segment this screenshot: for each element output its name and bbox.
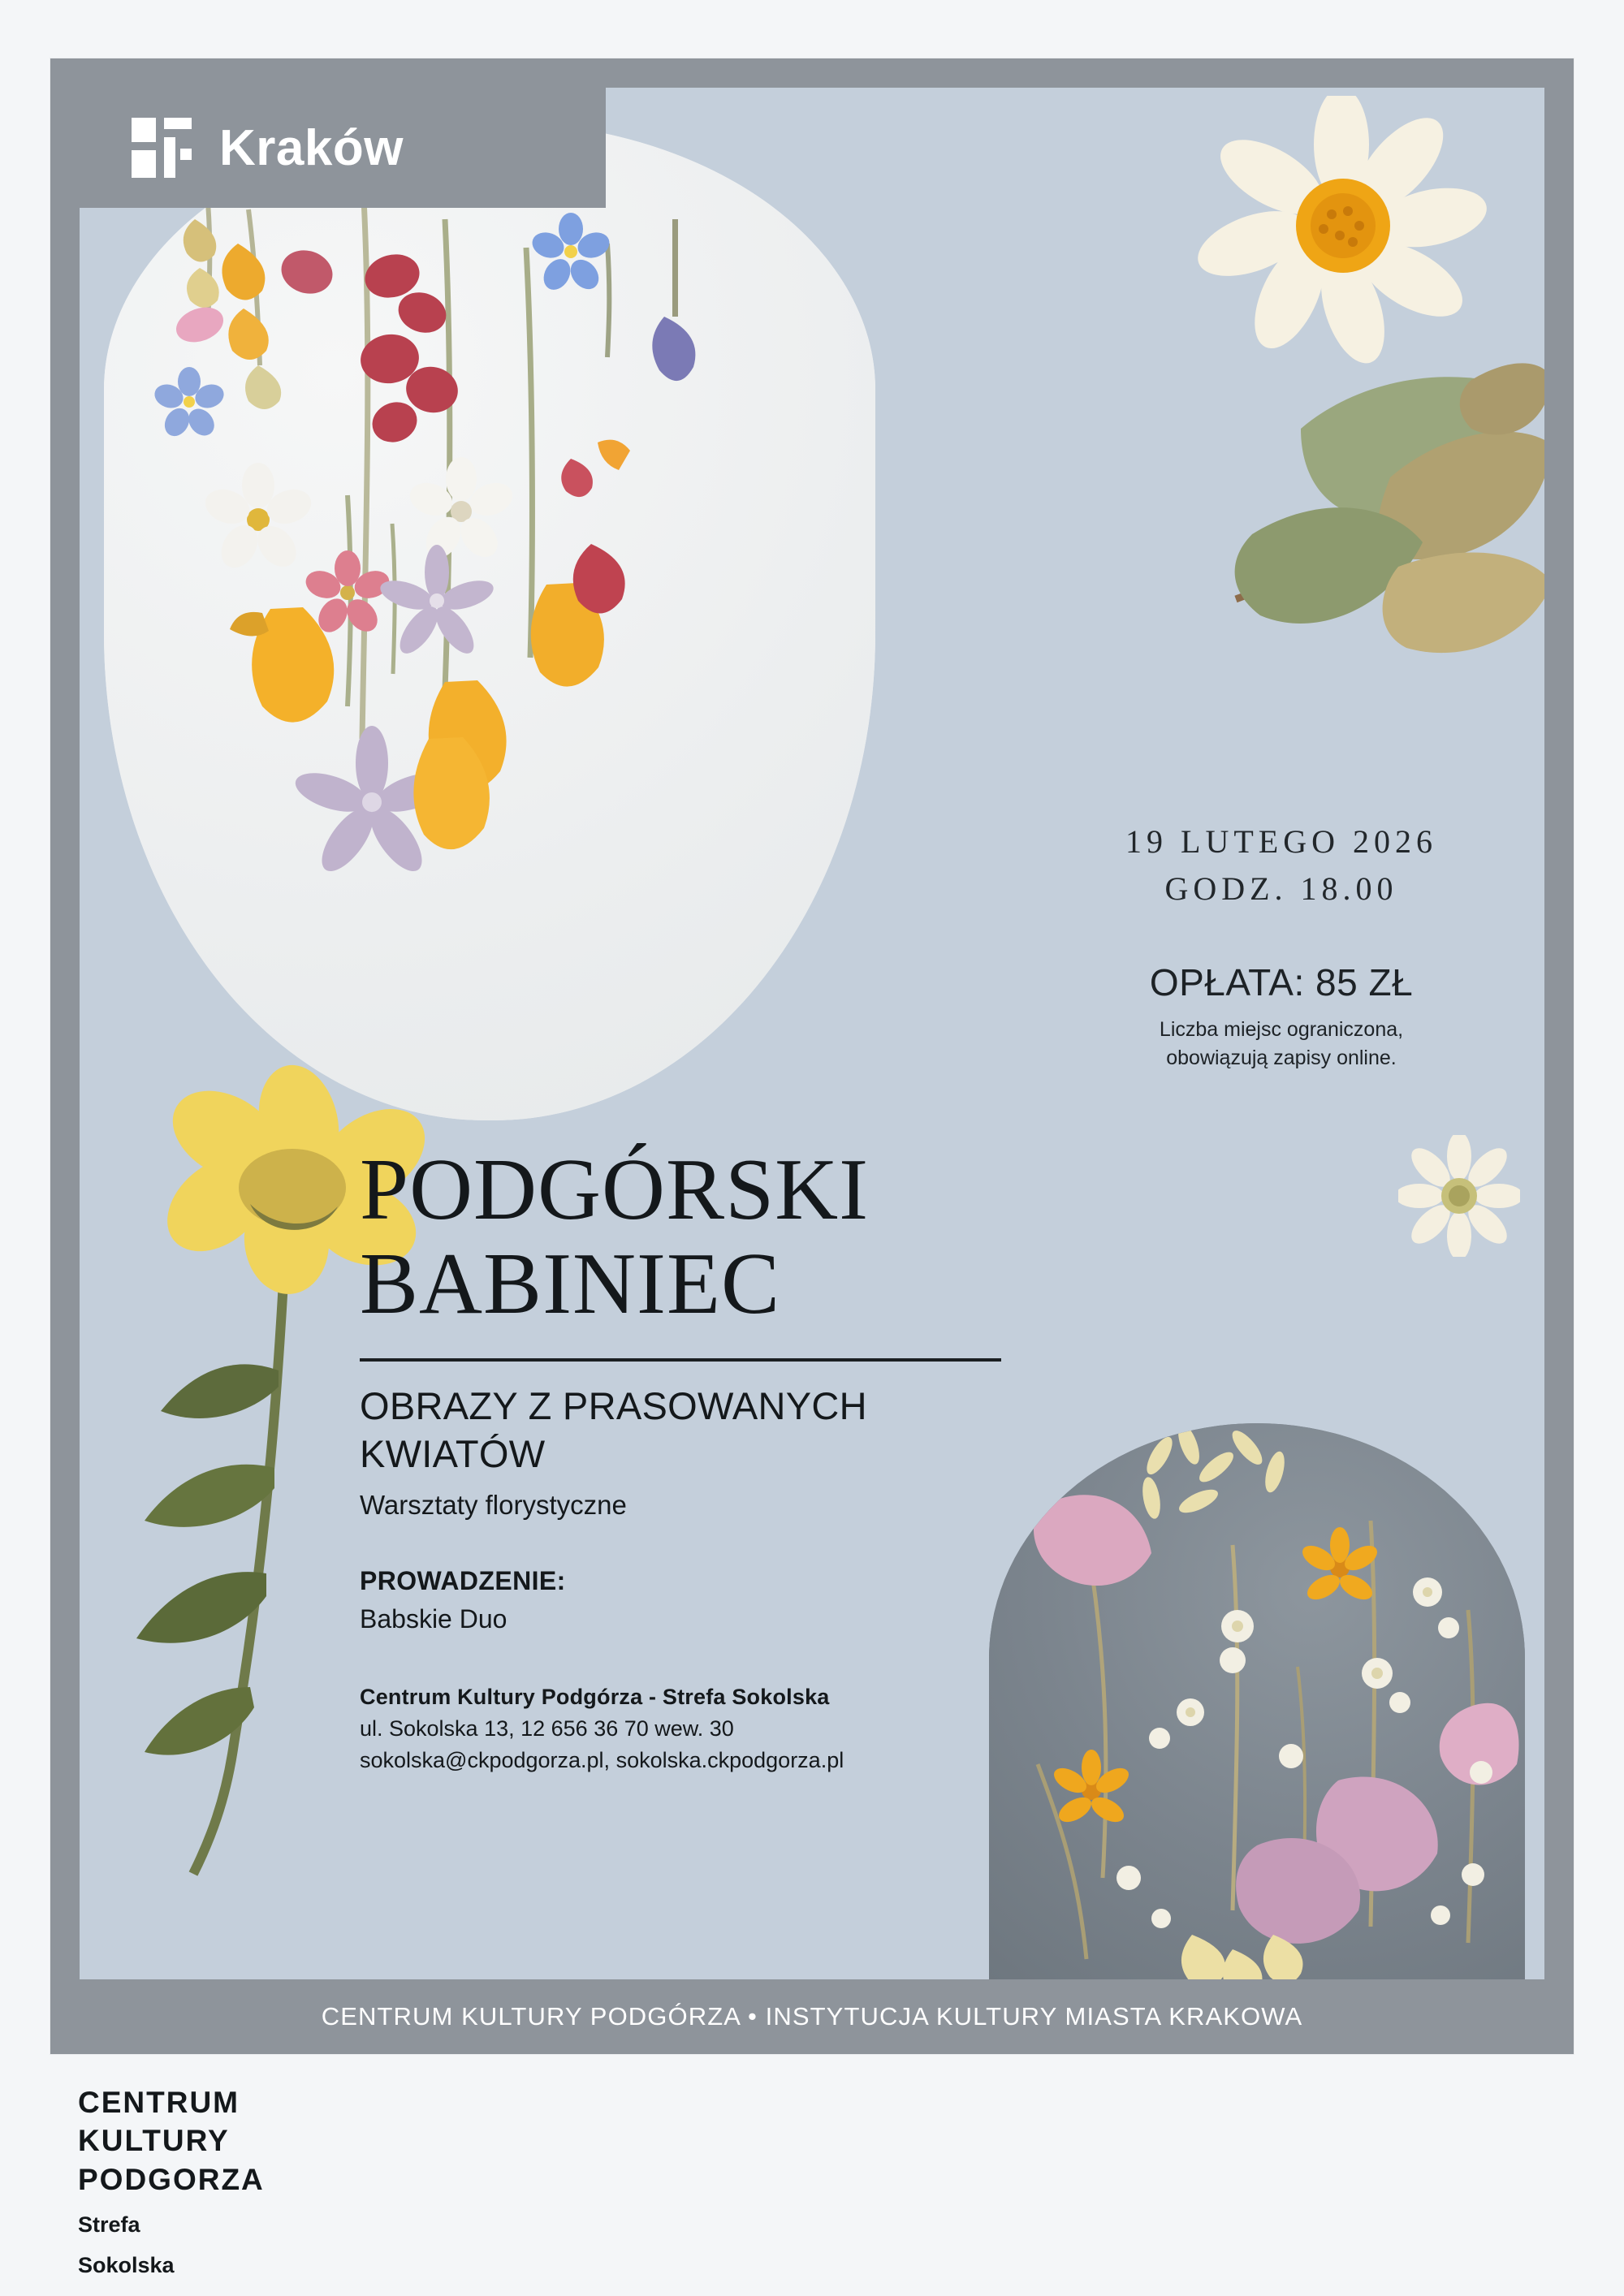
event-kind: Warsztaty florystyczne [360,1489,627,1520]
event-title-line1: PODGÓRSKI [360,1142,870,1238]
ckp-logo-line3: PODGORZA [78,2162,265,2196]
pressed-flowers-bottom-photo [989,1423,1525,1979]
event-date [1038,818,1525,913]
krakow-city-mark-icon [132,118,192,178]
price-block [1038,960,1525,1072]
venue-name: Centrum Kultury Podgórza - Strefa Sokolska [360,1684,830,1709]
pressed-flowers-top-photo [104,122,875,1120]
event-title-line2: BABINIEC [360,1235,780,1332]
pressed-daisy-photo [1171,96,1512,364]
pressed-leaves-photo [1203,331,1544,672]
venue-contact: sokolska@ckpodgorza.pl, sokolska.ckpodgorza.pl [360,1747,844,1772]
poster [50,58,1574,2054]
lead-label: PROWADZENIE: [360,1565,566,1595]
event-subtitle-line2: KWIATÓW [360,1431,546,1475]
ckp-logo-line2: KULTURY [78,2124,230,2158]
krakow-brand-bar [80,88,606,208]
venue-block [360,1685,1026,1773]
ckp-logo-line1: CENTRUM [78,2086,240,2119]
event-date-line1: 19 LUTEGO 2026 [1125,823,1437,860]
ckp-logo-sub-line1: Strefa [78,2212,140,2238]
title-block [360,1143,1026,1773]
event-date-line2: GODZ. 18.00 [1164,870,1398,907]
venue-address: ul. Sokolska 13, 12 656 36 70 wew. 30 [360,1716,734,1741]
ckp-logo-sub-line2: Sokolska [78,2252,175,2277]
price-label: OPŁATA: 85 ZŁ [1149,961,1414,1003]
title-divider [360,1358,1001,1362]
ckp-footer-logo [78,2083,419,2280]
poster-inner [80,88,1544,1979]
institution-bar [50,1979,1574,2054]
krakow-wordmark: Kraków [219,119,404,176]
pressed-small-daisy-photo [1398,1135,1520,1257]
price-note-line2: obowiązują zapisy online. [1166,1047,1397,1069]
institution-bar-text: CENTRUM KULTURY PODGÓRZA • INSTYTUCJA KULTURY MIASTA KRAKOWA [321,2002,1303,2031]
price-note-line1: Liczba miejsc ograniczona, [1159,1018,1404,1041]
pressed-flower-illustration [104,122,875,1120]
event-subtitle-line1: OBRAZY Z PRASOWANYCH [360,1384,867,1428]
lead-value: Babskie Duo [360,1603,508,1634]
